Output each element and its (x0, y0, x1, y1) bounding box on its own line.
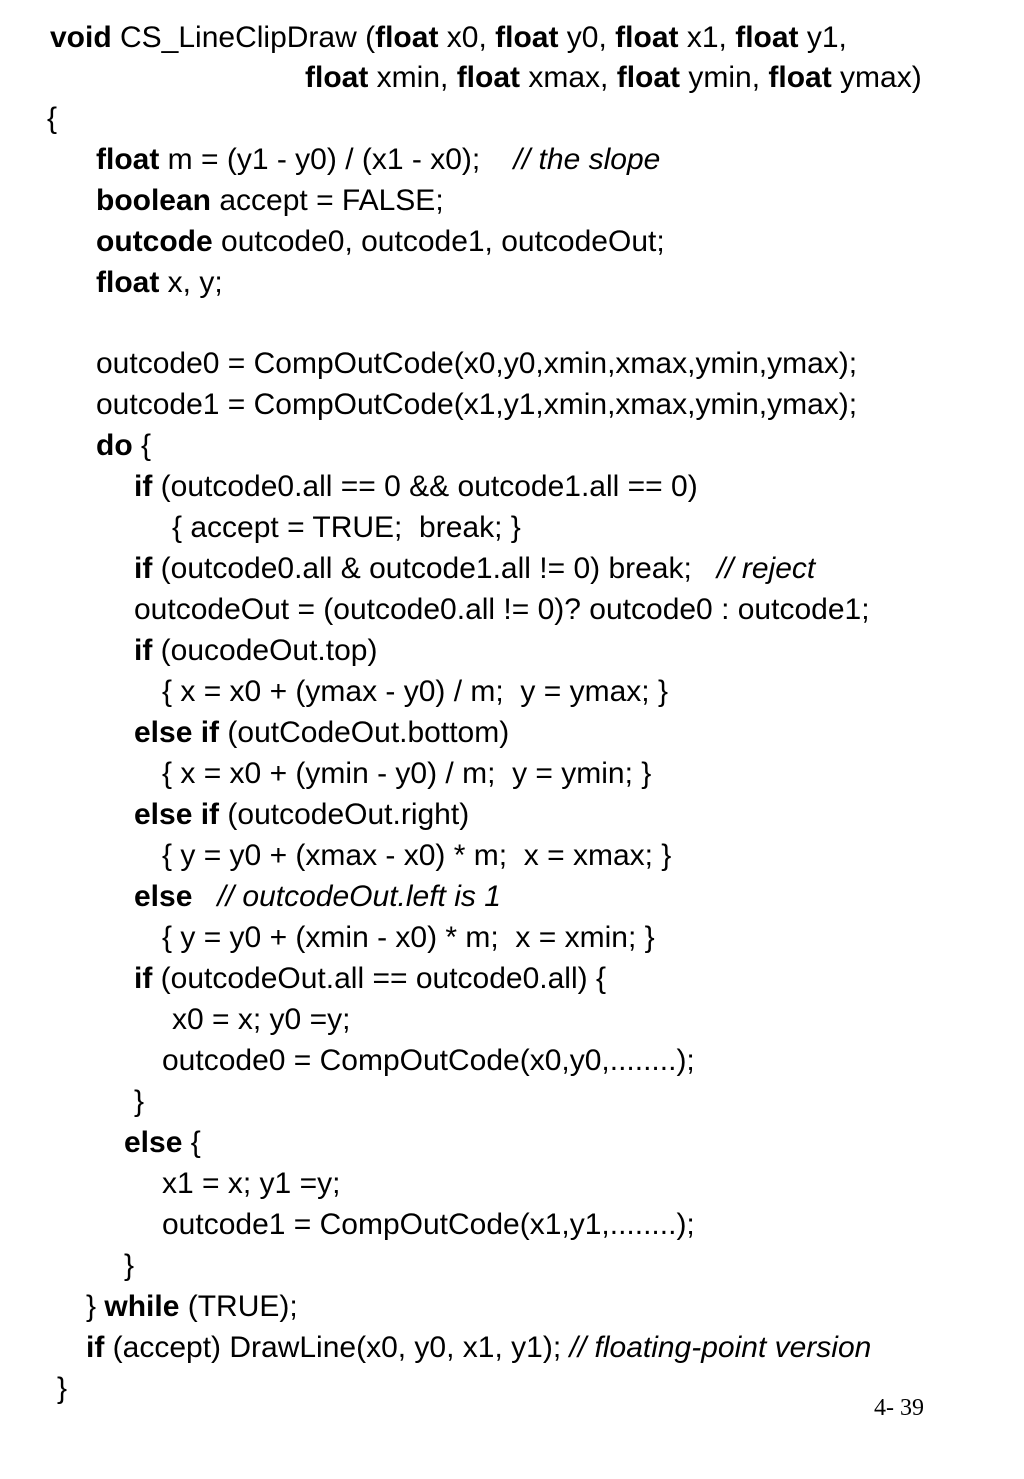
code-text: { (132, 429, 152, 462)
code-line (96, 184, 444, 218)
code-text: { x = x0 + (ymin - y0) / m; y = ymin; } (162, 757, 652, 790)
code-text: } (57, 1372, 68, 1405)
code-text: x0 = x; y0 =y; (172, 1003, 351, 1036)
code-text: (TRUE); (179, 1290, 298, 1323)
code-line (134, 552, 815, 586)
code-keyword: else if (134, 716, 220, 749)
code-text: (outcode0.all & outcode1.all != 0) break; (152, 552, 717, 585)
code-line (124, 1249, 134, 1283)
code-keyword: while (104, 1290, 180, 1323)
code-line (162, 675, 668, 709)
code-keyword: if (134, 962, 153, 995)
code-line (172, 511, 521, 545)
code-keyword: float (768, 61, 832, 94)
code-keyword: boolean (96, 184, 212, 217)
code-comment: // floating-point version (569, 1331, 872, 1364)
code-text: y1, (798, 21, 847, 54)
code-keyword: float (96, 266, 160, 299)
code-text: outcode1 = CompOutCode(x1,y1,........); (162, 1208, 695, 1241)
code-keyword: if (134, 634, 153, 667)
code-text: { accept = TRUE; break; } (172, 511, 521, 544)
code-text: y0, (558, 21, 616, 54)
code-text: ymax) (831, 61, 922, 94)
code-comment: // outcodeOut.left is 1 (217, 880, 501, 913)
code-keyword: float (615, 21, 679, 54)
code-text: outcode0, outcode1, outcodeOut; (212, 225, 665, 258)
code-keyword: float (375, 21, 439, 54)
code-text: (oucodeOut.top) (152, 634, 378, 667)
code-keyword: else (134, 880, 193, 913)
code-keyword: float (456, 61, 521, 94)
code-line (134, 470, 698, 504)
page-number: 4- 39 (874, 1395, 924, 1421)
code-text: (accept) DrawLine(x0, y0, x1, y1); (104, 1331, 570, 1364)
code-comment: // the slope (513, 143, 661, 176)
code-text: x, y; (159, 266, 223, 299)
code-text (192, 880, 217, 913)
code-text: outcode0 = CompOutCode(x0,y0,xmin,xmax,ymin,ymax); (96, 347, 858, 380)
code-line (134, 1085, 144, 1119)
code-comment: // reject (716, 552, 816, 585)
code-text: outcode0 = CompOutCode(x0,y0,........); (162, 1044, 695, 1077)
code-text: } (124, 1249, 135, 1282)
code-text: (outcodeOut.all == outcode0.all) { (152, 962, 606, 995)
code-text: { y = y0 + (xmin - x0) * m; x = xmin; } (162, 921, 655, 954)
code-keyword: else (124, 1126, 183, 1159)
code-text: m = (y1 - y0) / (x1 - x0); (159, 143, 514, 176)
code-line (96, 143, 660, 177)
code-line (134, 880, 501, 914)
code-keyword: if (86, 1331, 105, 1364)
code-line (86, 1331, 871, 1365)
code-line (47, 102, 57, 136)
code-keyword: float (96, 143, 160, 176)
code-keyword: else if (134, 798, 220, 831)
code-line (96, 266, 223, 300)
code-line (162, 839, 671, 873)
code-line (96, 225, 665, 259)
code-text: outcode1 = CompOutCode(x1,y1,xmin,xmax,ymin,ymax); (96, 388, 858, 421)
code-line (86, 1290, 298, 1324)
code-text: (outCodeOut.bottom) (219, 716, 510, 749)
code-text: } (86, 1290, 105, 1323)
code-line (162, 1208, 695, 1242)
code-line (162, 921, 655, 955)
code-line (96, 388, 857, 422)
code-line (162, 1044, 695, 1078)
code-line (134, 634, 377, 668)
code-line (172, 1003, 350, 1037)
code-keyword: if (134, 470, 153, 503)
code-line (96, 429, 151, 463)
code-text: (outcodeOut.right) (219, 798, 470, 831)
code-text: { y = y0 + (xmax - x0) * m; x = xmax; } (162, 839, 672, 872)
code-text: x1 = x; y1 =y; (162, 1167, 341, 1200)
code-line (57, 1372, 67, 1406)
code-line (162, 757, 651, 791)
code-keyword: void (50, 21, 112, 54)
code-line (134, 593, 870, 627)
code-line (162, 1167, 340, 1201)
code-line (96, 347, 857, 381)
code-text: } (134, 1085, 145, 1118)
code-text: x0, (438, 21, 496, 54)
code-text: { x = x0 + (ymax - y0) / m; y = ymax; } (162, 675, 668, 708)
code-keyword: do (96, 429, 133, 462)
code-text: xmax, (520, 61, 617, 94)
code-keyword: float (495, 21, 559, 54)
code-line (124, 1126, 201, 1160)
code-text: { (47, 102, 58, 135)
code-text: CS_LineClipDraw ( (111, 21, 376, 54)
code-text: ymin, (680, 61, 769, 94)
code-line (134, 716, 509, 750)
code-keyword: float (735, 21, 799, 54)
code-line (50, 21, 847, 55)
code-line (305, 61, 922, 95)
code-text: outcodeOut = (outcode0.all != 0)? outcode0 : outcode1; (134, 593, 870, 626)
code-text: x1, (678, 21, 736, 54)
code-text: accept = FALSE; (211, 184, 444, 217)
code-text: (outcode0.all == 0 && outcode1.all == 0) (152, 470, 698, 503)
code-line (134, 962, 606, 996)
code-keyword: float (616, 61, 681, 94)
code-keyword: outcode (96, 225, 213, 258)
code-line (134, 798, 469, 832)
code-keyword: if (134, 552, 153, 585)
code-text: xmin, (368, 61, 457, 94)
code-keyword: float (305, 61, 369, 94)
code-text: { (182, 1126, 201, 1159)
